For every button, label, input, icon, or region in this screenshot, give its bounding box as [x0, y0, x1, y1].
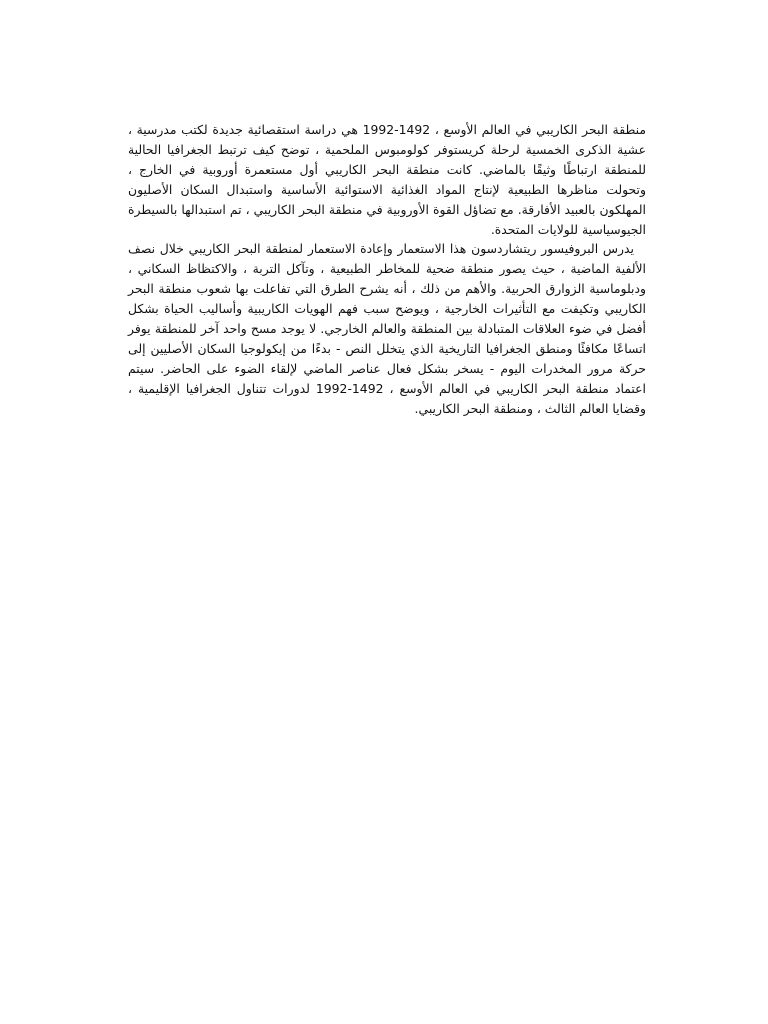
paragraph-2: يدرس البروفيسور ريتشاردسون هذا الاستعمار وإعادة الاستعمار لمنطقة البحر الكاريبي خلال نصف الألفية الماضية ، حيث يصور منطقة ضحية للمخاطر الطبيعية ، وتآكل التربة ، والاكتظاظ السكاني ، ودبلوماسية الزوارق الحربية. والأهم من ذلك ، أنه يشرح الطرق التي تفاعلت بها شعوب منطقة البحر الكاريبي وتكيفت مع التأثيرات الخارجية ، ويوضح سبب فهم الهويات الكاريبية وأساليب الحياة بشكل أفضل في ضوء العلاقات المتبادلة بين المنطقة والعالم الخارجي. لا يوجد مسح واحد آخر للمنطقة يوفر اتساعًا مكافئًا ومنطق الجغرافيا التاريخية الذي يتخلل النص - بدءًا من إيكولوجيا السكان الأصليين إلى حركة مرور المخدرات اليوم - يسخر بشكل فعال عناصر الماضي لإلقاء الضوء على الحاضر. سيتم اعتماد منطقة البحر الكاريبي في العالم الأوسع ، 1492-1992 لدورات تتناول الجغرافيا الإقليمية ، وقضايا العالم الثالث ، ومنطقة البحر الكاريبي. — [128, 241, 646, 416]
paragraph-1: منطقة البحر الكاريبي في العالم الأوسع ، 1492-1992 هي دراسة استقصائية جديدة لكتب مدرسية ، عشية الذكرى الخمسية لرحلة كريستوفر كولومبوس الملحمية ، توضح كيف ترتبط الجغرافيا الحالية للمنطقة ارتباطًا وثيقًا بالماضي. كانت منطقة البحر الكاريبي أول مستعمرة أوروبية في الخارج ، وتحولت مناظرها الطبيعية لإنتاج المواد الغذائية الاستوائية الأساسية واستبدال السكان الأصليون المهلكون بالعبيد الأفارقة. مع تضاؤل القوة الأوروبية في منطقة البحر الكاريبي ، تم استبدالها بالسيطرة الجيوسياسية للولايات المتحدة. — [128, 122, 647, 237]
body-text — [128, 120, 646, 419]
